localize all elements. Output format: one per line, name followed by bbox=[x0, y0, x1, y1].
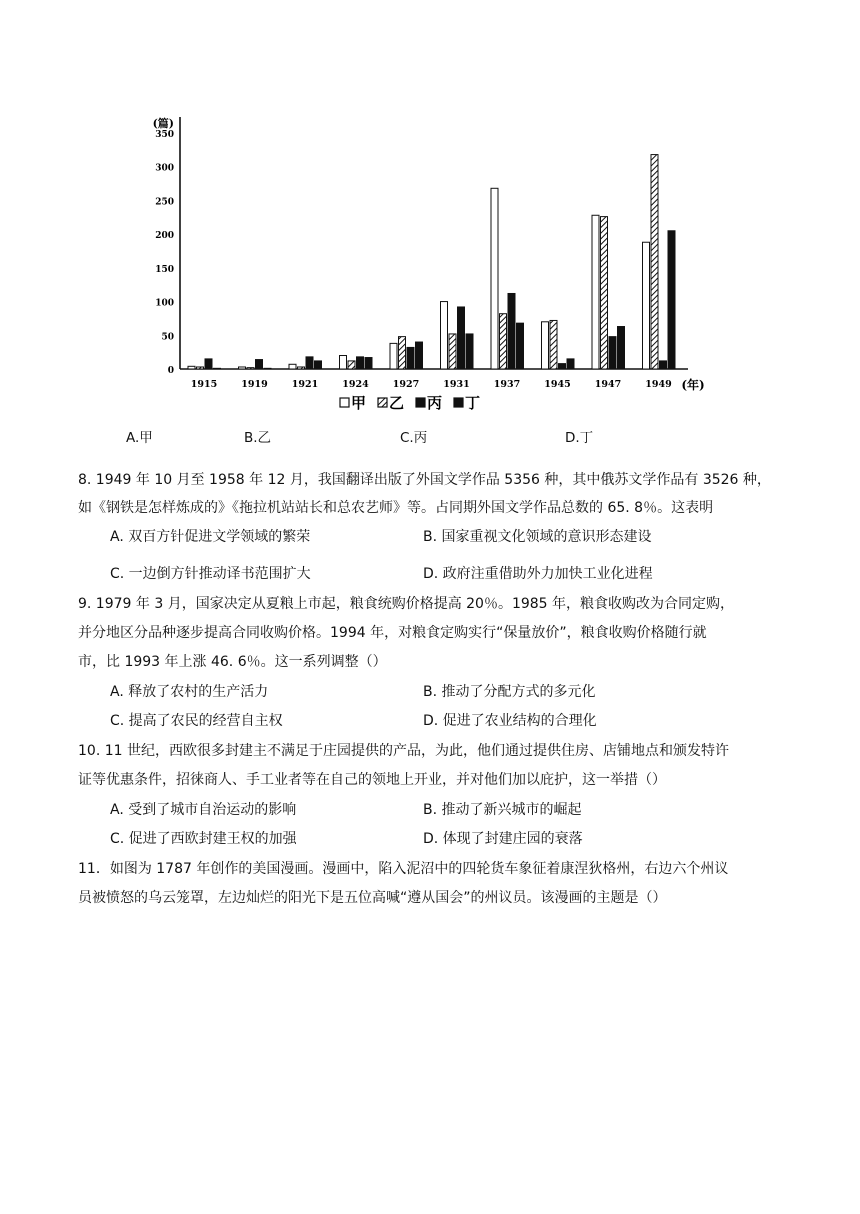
bar-丁-1927 bbox=[416, 342, 423, 369]
x-tick-label: 1919 bbox=[241, 379, 268, 390]
bar-乙-1937 bbox=[500, 314, 507, 369]
q7-option-d: D.丁 bbox=[565, 430, 594, 446]
bar-丙-1937 bbox=[508, 293, 515, 369]
x-tick-label: 1927 bbox=[392, 379, 420, 390]
bar-甲-1919 bbox=[239, 367, 246, 369]
q9-option-b: B. 推动了分配方式的多元化 bbox=[423, 684, 596, 700]
bar-甲-1947 bbox=[592, 215, 599, 369]
y-tick-label: 100 bbox=[155, 298, 174, 309]
bar-chart bbox=[140, 105, 710, 425]
bar-乙-1919 bbox=[247, 368, 254, 369]
bar-乙-1931 bbox=[449, 334, 456, 369]
q7-option-a: A.甲 bbox=[126, 430, 153, 446]
legend-swatch-乙 bbox=[378, 398, 387, 407]
y-tick-label: 350 bbox=[155, 130, 174, 140]
q10-option-b: B. 推动了新兴城市的崛起 bbox=[423, 802, 582, 818]
q9-stem-line3: 市，比 1993 年上涨 46. 6％。这一系列调整（） bbox=[78, 654, 387, 670]
x-tick-label: 1915 bbox=[190, 379, 218, 390]
legend-label-乙: 乙 bbox=[389, 394, 405, 412]
x-tick-label: 1945 bbox=[544, 379, 571, 390]
y-axis-label: (篇) bbox=[152, 117, 174, 130]
bar-乙-1927 bbox=[399, 337, 406, 369]
bar-甲-1927 bbox=[390, 343, 397, 369]
q9-option-a: A. 释放了农村的生产活力 bbox=[110, 684, 269, 700]
legend-label-丙: 丙 bbox=[427, 394, 443, 412]
x-tick-label: 1921 bbox=[291, 379, 319, 390]
q11-stem-line2: 员被愤怒的乌云笼罩，左边灿烂的阳光下是五位高喊“遵从国会”的州议员。该漫画的主题是（） bbox=[78, 890, 667, 906]
bar-丙-1921 bbox=[306, 357, 313, 369]
bar-甲-1931 bbox=[441, 302, 448, 369]
bar-丙-1947 bbox=[609, 337, 616, 369]
q8-option-c: C. 一边倒方针推动译书范围扩大 bbox=[110, 566, 311, 582]
q10-stem-line1: 10. 11 世纪，西欧很多封建主不满足于庄园提供的产品，为此，他们通过提供住房、店铺地点和颁发特许 bbox=[78, 743, 729, 759]
bar-乙-1949 bbox=[651, 155, 658, 369]
bar-乙-1924 bbox=[348, 361, 355, 369]
legend-label-丁: 丁 bbox=[465, 394, 481, 412]
q10-option-c: C. 促进了西欧封建王权的加强 bbox=[110, 831, 297, 847]
bar-丁-1921 bbox=[315, 361, 322, 369]
x-tick-label: 1937 bbox=[493, 379, 521, 390]
bar-乙-1915 bbox=[197, 367, 204, 369]
q11-stem-line1: 11．如图为 1787 年创作的美国漫画。漫画中，陷入泥沼中的四轮货车象征着康涅狄格州，右边六个州议 bbox=[78, 861, 729, 877]
q8-stem-line2: 如《钢铁是怎样炼成的》《拖拉机站站长和总农艺师》等。占同期外国文学作品总数的 65. 8％。这表明 bbox=[78, 500, 714, 516]
q10-option-d: D. 体现了封建庄园的衰落 bbox=[423, 831, 583, 847]
legend-swatch-丙 bbox=[416, 398, 425, 407]
bar-乙-1921 bbox=[298, 367, 305, 369]
x-tick-label: 1947 bbox=[594, 379, 622, 390]
bar-丙-1927 bbox=[407, 347, 414, 369]
y-tick-label: 50 bbox=[161, 332, 174, 343]
bar-丁-1949 bbox=[668, 231, 675, 369]
bar-丁-1919 bbox=[264, 368, 271, 369]
x-tick-label: 1931 bbox=[443, 379, 470, 390]
legend-label-甲: 甲 bbox=[351, 394, 367, 412]
q7-option-b: B.乙 bbox=[244, 430, 272, 446]
q9-stem-line2: 并分地区分品种逐步提高合同收购价格。1994 年，对粮食定购实行“保量放价”，粮食收购价格随行就 bbox=[78, 625, 707, 641]
q8-option-d: D. 政府注重借助外力加快工业化进程 bbox=[423, 566, 653, 582]
bar-甲-1921 bbox=[289, 364, 296, 369]
bar-甲-1924 bbox=[340, 356, 347, 369]
y-tick-label: 300 bbox=[155, 163, 174, 174]
q8-stem-line1: 8. 1949 年 10 月至 1958 年 12 月，我国翻译出版了外国文学作品 5356 种，其中俄苏文学作品有 3526 种， bbox=[78, 472, 771, 488]
bar-丁-1947 bbox=[618, 327, 625, 369]
bar-甲-1937 bbox=[491, 188, 498, 369]
bar-甲-1945 bbox=[542, 322, 549, 369]
q9-option-d: D. 促进了农业结构的合理化 bbox=[423, 713, 597, 729]
q8-option-b: B. 国家重视文化领域的意识形态建设 bbox=[423, 529, 652, 545]
bar-乙-1945 bbox=[550, 320, 557, 369]
bar-丁-1915 bbox=[214, 368, 221, 369]
bar-丁-1924 bbox=[365, 358, 372, 369]
bar-丙-1924 bbox=[357, 357, 364, 369]
bar-甲-1949 bbox=[643, 242, 650, 369]
q9-stem-line1: 9. 1979 年 3 月，国家决定从夏粮上市起，粮食统购价格提高 20％。1985 年，粮食收购改为合同定购， bbox=[78, 596, 735, 612]
bar-丙-1931 bbox=[458, 307, 465, 369]
bar-丙-1949 bbox=[660, 361, 667, 369]
q8-option-a: A. 双百方针促进文学领域的繁荣 bbox=[110, 529, 311, 545]
bar-甲-1915 bbox=[188, 366, 195, 369]
q9-option-c: C. 提高了农民的经营自主权 bbox=[110, 713, 283, 729]
bar-丙-1919 bbox=[256, 360, 263, 369]
y-tick-label: 150 bbox=[155, 264, 174, 275]
legend-swatch-丁 bbox=[454, 398, 463, 407]
x-tick-label: 1949 bbox=[645, 379, 672, 390]
q7-option-c: C.丙 bbox=[400, 430, 428, 446]
bar-丙-1945 bbox=[559, 364, 566, 369]
bar-丁-1937 bbox=[517, 323, 524, 369]
bar-丁-1931 bbox=[466, 334, 473, 369]
x-tick-label: 1924 bbox=[342, 379, 369, 390]
q10-option-a: A. 受到了城市自治运动的影响 bbox=[110, 802, 297, 818]
bar-乙-1947 bbox=[601, 217, 608, 369]
y-tick-label: 200 bbox=[155, 231, 174, 242]
bar-丁-1945 bbox=[567, 359, 574, 369]
x-axis-label: (年) bbox=[681, 378, 705, 392]
y-tick-label: 250 bbox=[155, 197, 174, 208]
bar-丙-1915 bbox=[205, 359, 212, 369]
legend-swatch-甲 bbox=[340, 398, 349, 407]
q10-stem-line2: 证等优惠条件，招徕商人、手工业者等在自己的领地上开业，并对他们加以庇护，这一举措（） bbox=[78, 772, 666, 788]
y-tick-label: 0 bbox=[167, 366, 174, 376]
